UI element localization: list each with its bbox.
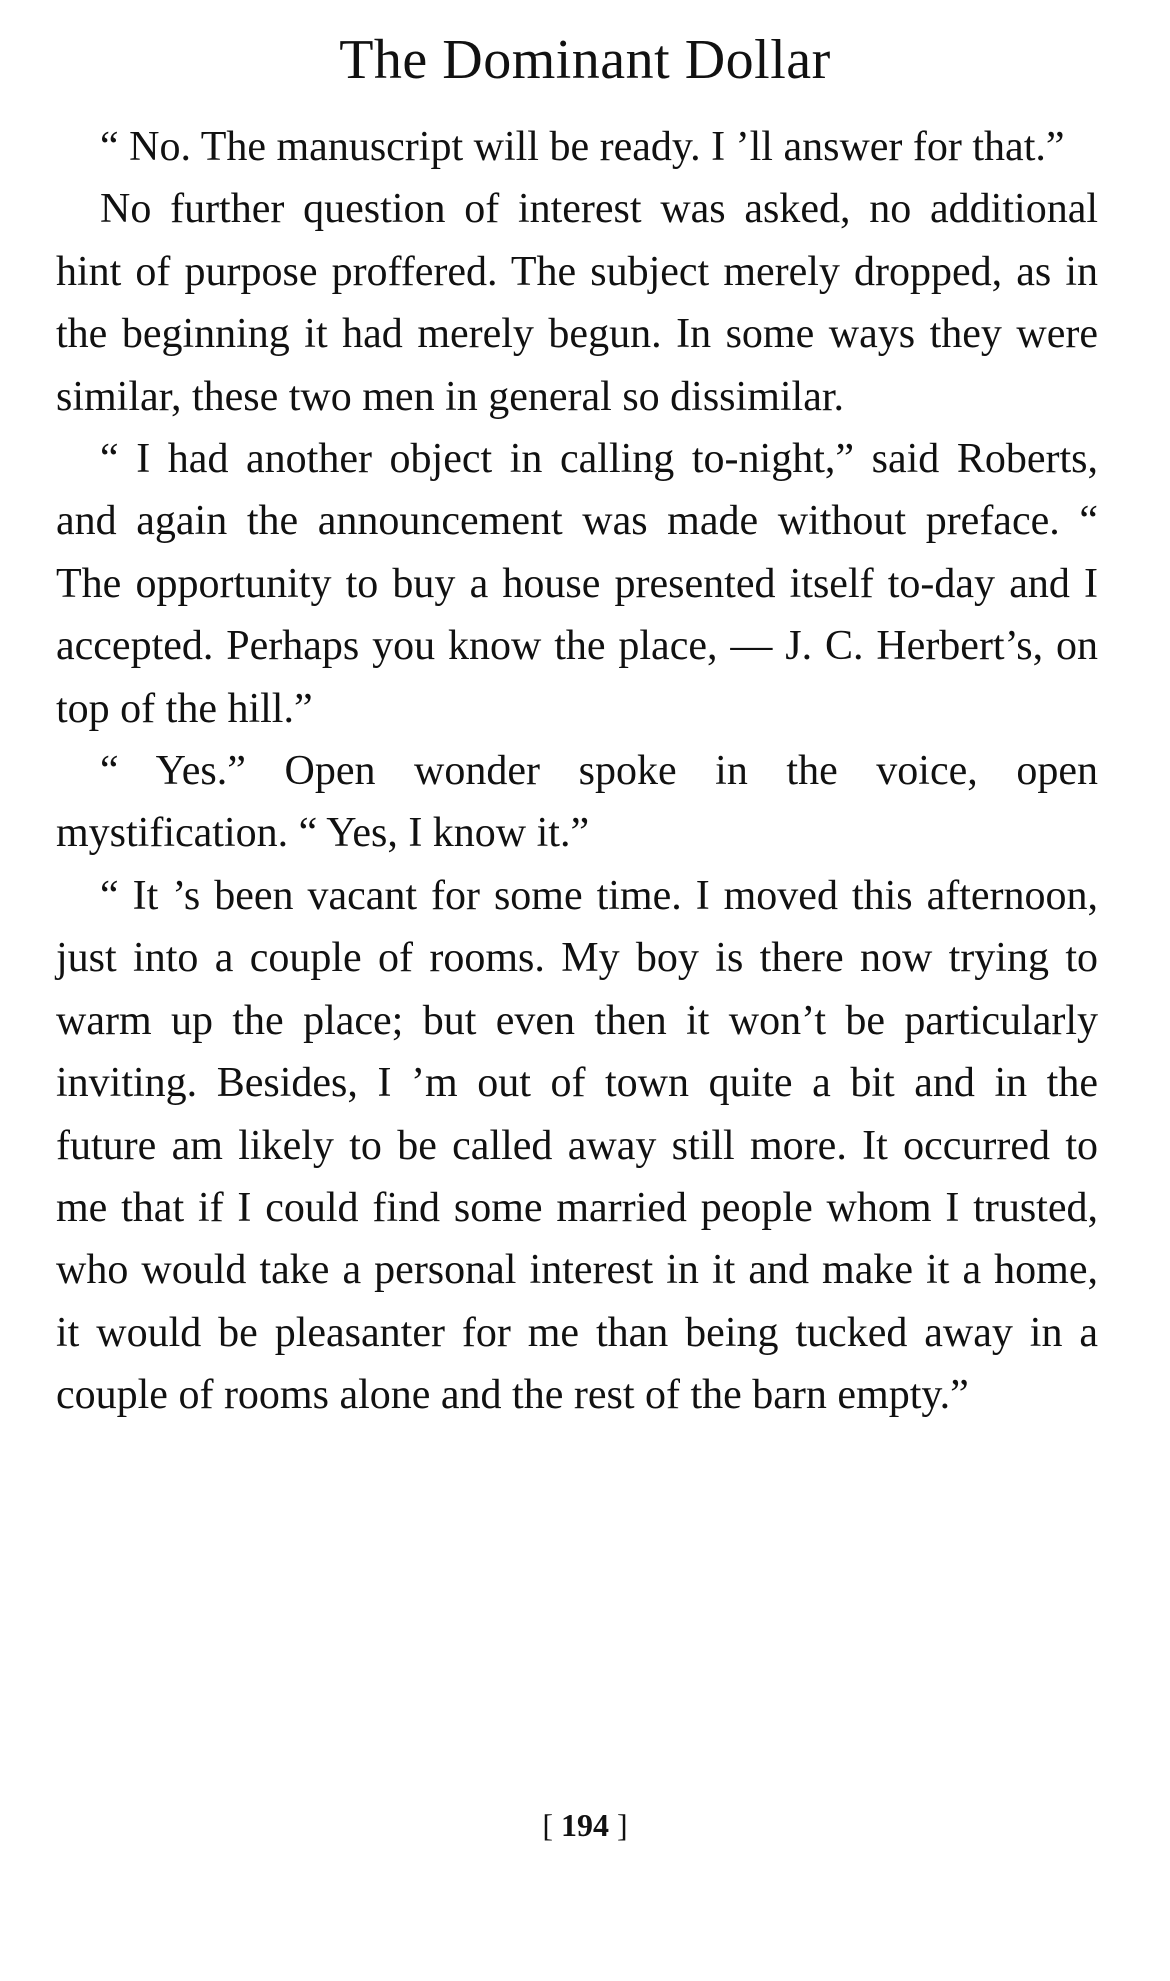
page-number: 194 [561,1807,609,1843]
page-number-footer [0,1805,1170,1845]
paragraph-1: “ No. The manuscript will be ready. I ’ll answer for that.” [100,124,1065,170]
body-text [56,116,1098,1427]
running-title: The Dominant Dollar [339,29,831,91]
bracket-open: [ [542,1807,553,1843]
paragraph-4: “ Yes.” Open wonder spoke in the voice, open mystification. “ Yes, I know it.” [56,748,1098,857]
bracket-close: ] [617,1807,628,1843]
paragraph-5: “ It ’s been vacant for some time. I moved this afternoon, just into a couple of rooms. My boy is there now trying to warm up the place; but even then it won’t be particularly inviting. Besides, I ’m out of town quite a bit and in the future am likely to be called away still more. It occurred to me that if I could find some married people whom I trusted, who would take a personal interest in it and make it a home, it would be pleasanter for me than being tucked away in a couple of rooms alone and the rest of the barn empty.” [56,872,1098,1419]
paragraph-2: No further question of interest was asked, no additional hint of purpose proffered. The subject merely dropped, as in the beginning it had merely begun. In some ways they were similar, these two men in general so dissimilar. [56,186,1098,420]
paragraph-3: “ I had another object in calling to-night,” said Roberts, and again the announcement was made without preface. “ The opportunity to buy a house presented itself to-day and I accepted. Perhaps you know the place, — J. C. Herbert’s, on top of the hill.” [56,436,1098,732]
